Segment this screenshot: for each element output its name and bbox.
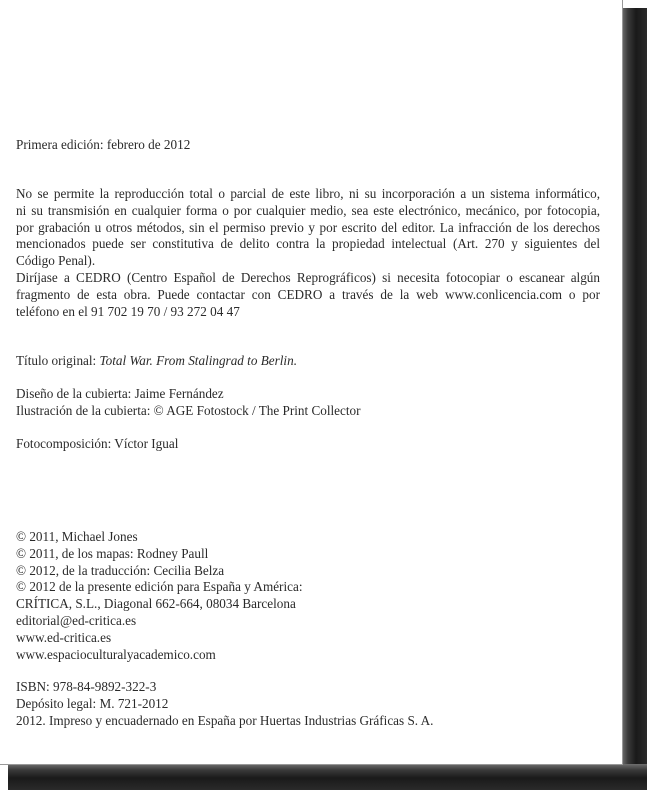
edition-text: Primera edición: febrero de 2012 bbox=[16, 137, 191, 152]
cover-illustration: Ilustración de la cubierta: © AGE Fotostock / The Print Collector bbox=[16, 402, 361, 418]
copyright-block bbox=[16, 529, 600, 663]
edition-line bbox=[16, 137, 600, 154]
isbn: ISBN: 978-84-9892-322-3 bbox=[16, 679, 157, 694]
legal-notice-line: Código Penal). bbox=[16, 253, 96, 269]
typesetting: Fotocomposición: Víctor Igual bbox=[16, 436, 179, 451]
legal-notice-line: teléfono en el 91 702 19 70 / 93 272 04 47 bbox=[16, 303, 240, 319]
typesetting-line bbox=[16, 436, 600, 453]
publication-details bbox=[16, 679, 600, 729]
legal-notice-line: fragmento de esta obra. Puede contactar con CEDRO a través de la web www.conlicencia.com o por bbox=[16, 286, 600, 302]
page-shadow-bottom bbox=[8, 764, 647, 790]
copyright-line: © 2012 de la presente edición para España y América: bbox=[16, 579, 303, 595]
original-title-line bbox=[16, 353, 600, 370]
page-shadow-right bbox=[622, 8, 647, 790]
publisher-website: www.ed-critica.es bbox=[16, 629, 112, 645]
legal-notice-line: ni su transmisión en cualquier forma o por cualquier medio, sea este electrónico, mecánico, por fotocopia, bbox=[16, 202, 600, 218]
legal-notice bbox=[16, 186, 600, 320]
original-title: Total War. From Stalingrad to Berlin. bbox=[99, 353, 297, 368]
copyright-line: © 2012, de la traducción: Cecilia Belza bbox=[16, 562, 225, 578]
copyright-line: © 2011, Michael Jones bbox=[16, 529, 138, 544]
publisher-website-2: www.espacioculturalyacademico.com bbox=[16, 646, 216, 662]
printing-info: 2012. Impreso y encuadernado en España por Huertas Industrias Gráficas S. A. bbox=[16, 712, 434, 728]
publisher-email: editorial@ed-critica.es bbox=[16, 612, 137, 628]
original-title-row bbox=[16, 353, 600, 370]
legal-notice-line: por grabación u otros métodos, sin el permiso previo y por escrito del editor. La infracción de los derechos bbox=[16, 219, 600, 235]
legal-notice-line: No se permite la reproducción total o parcial de este libro, ni su incorporación a un sistema informático, bbox=[16, 186, 600, 201]
cover-design: Diseño de la cubierta: Jaime Fernández bbox=[16, 386, 224, 401]
legal-notice-line: Diríjase a CEDRO (Centro Español de Derechos Reprográficos) si necesita fotocopiar o escanear algún bbox=[16, 269, 600, 285]
original-title-label: Título original: bbox=[16, 353, 100, 368]
publisher-address: CRÍTICA, S.L., Diagonal 662-664, 08034 Barcelona bbox=[16, 596, 296, 612]
copyright-line: © 2011, de los mapas: Rodney Paull bbox=[16, 545, 209, 561]
legal-notice-line: mencionados puede ser constitutiva de delito contra la propiedad intelectual (Art. 270 y siguientes del bbox=[16, 236, 600, 252]
legal-deposit: Depósito legal: M. 721-2012 bbox=[16, 695, 169, 711]
cover-credits bbox=[16, 386, 600, 420]
